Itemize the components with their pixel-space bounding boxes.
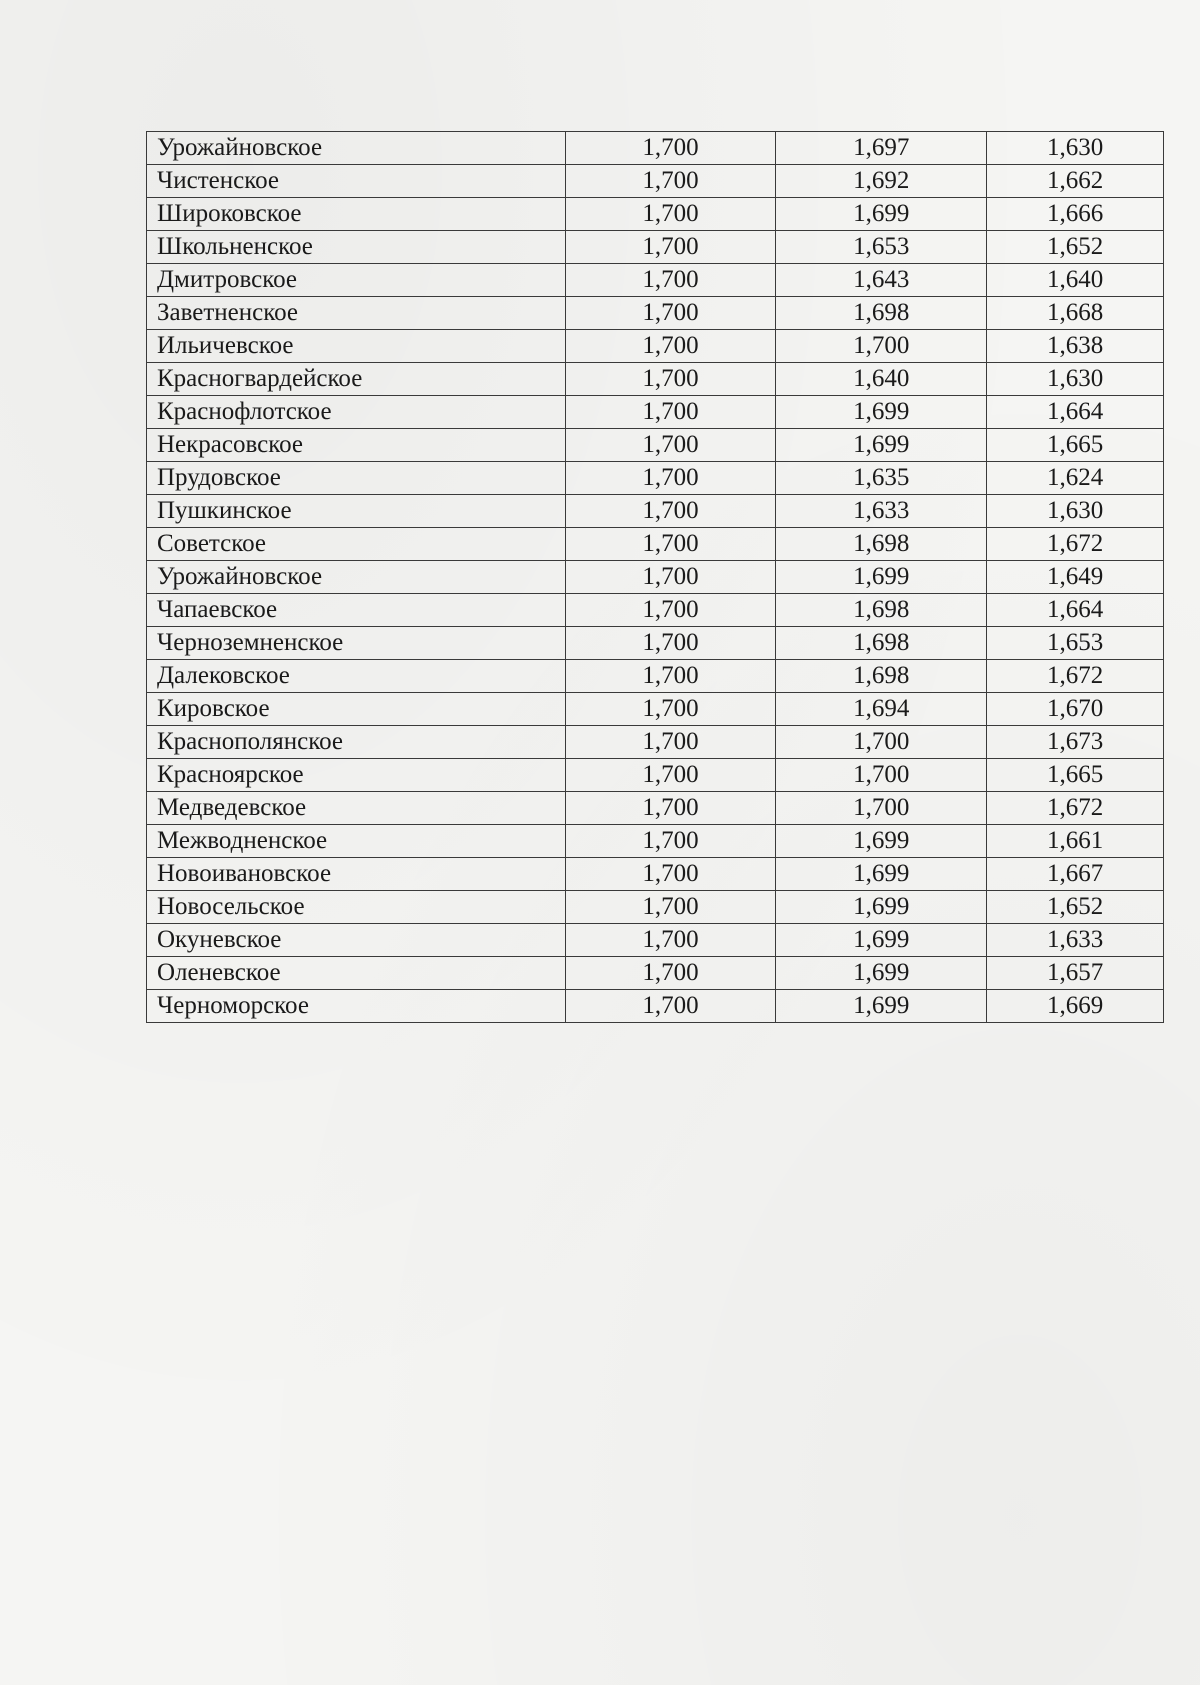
value-cell-3: 1,668	[987, 297, 1164, 330]
table-row	[147, 660, 1164, 693]
value-cell-2: 1,643	[776, 264, 987, 297]
settlement-name-cell: Новоивановское	[147, 858, 566, 891]
table-row	[147, 957, 1164, 990]
settlement-name-cell: Краснофлотское	[147, 396, 566, 429]
value-cell-3: 1,664	[987, 396, 1164, 429]
value-cell-2: 1,699	[776, 429, 987, 462]
table-row	[147, 627, 1164, 660]
value-cell-3: 1,662	[987, 165, 1164, 198]
value-cell-1: 1,700	[565, 726, 776, 759]
value-cell-1: 1,700	[565, 462, 776, 495]
value-cell-3: 1,669	[987, 990, 1164, 1023]
value-cell-1: 1,700	[565, 132, 776, 165]
settlement-name-cell: Окуневское	[147, 924, 566, 957]
value-cell-3: 1,630	[987, 495, 1164, 528]
data-table	[146, 131, 1164, 1023]
value-cell-1: 1,700	[565, 759, 776, 792]
value-cell-2: 1,653	[776, 231, 987, 264]
settlement-name-cell: Медведевское	[147, 792, 566, 825]
value-cell-3: 1,661	[987, 825, 1164, 858]
value-cell-3: 1,649	[987, 561, 1164, 594]
settlement-name-cell: Новосельское	[147, 891, 566, 924]
settlement-name-cell: Черноземненское	[147, 627, 566, 660]
table-row	[147, 561, 1164, 594]
settlement-name-cell: Ильичевское	[147, 330, 566, 363]
value-cell-2: 1,699	[776, 924, 987, 957]
settlement-name-cell: Чистенское	[147, 165, 566, 198]
value-cell-1: 1,700	[565, 330, 776, 363]
settlement-name-cell: Чапаевское	[147, 594, 566, 627]
settlement-name-cell: Красногвардейское	[147, 363, 566, 396]
value-cell-3: 1,665	[987, 759, 1164, 792]
table-row	[147, 363, 1164, 396]
table-row	[147, 264, 1164, 297]
value-cell-3: 1,633	[987, 924, 1164, 957]
value-cell-2: 1,699	[776, 858, 987, 891]
value-cell-1: 1,700	[565, 825, 776, 858]
table-row	[147, 759, 1164, 792]
table-row	[147, 198, 1164, 231]
value-cell-3: 1,657	[987, 957, 1164, 990]
value-cell-1: 1,700	[565, 924, 776, 957]
settlement-name-cell: Урожайновское	[147, 561, 566, 594]
table-row	[147, 396, 1164, 429]
value-cell-3: 1,630	[987, 363, 1164, 396]
value-cell-2: 1,698	[776, 660, 987, 693]
value-cell-1: 1,700	[565, 858, 776, 891]
settlement-name-cell: Дмитровское	[147, 264, 566, 297]
settlement-name-cell: Краснополянское	[147, 726, 566, 759]
table-row	[147, 297, 1164, 330]
value-cell-3: 1,638	[987, 330, 1164, 363]
value-cell-2: 1,635	[776, 462, 987, 495]
value-cell-2: 1,692	[776, 165, 987, 198]
value-cell-1: 1,700	[565, 891, 776, 924]
value-cell-3: 1,653	[987, 627, 1164, 660]
table-row	[147, 528, 1164, 561]
value-cell-2: 1,699	[776, 990, 987, 1023]
settlement-name-cell: Широковское	[147, 198, 566, 231]
table-row	[147, 891, 1164, 924]
value-cell-2: 1,700	[776, 330, 987, 363]
value-cell-1: 1,700	[565, 165, 776, 198]
table-row	[147, 165, 1164, 198]
value-cell-1: 1,700	[565, 396, 776, 429]
table-row	[147, 132, 1164, 165]
value-cell-2: 1,698	[776, 594, 987, 627]
value-cell-2: 1,699	[776, 396, 987, 429]
value-cell-1: 1,700	[565, 660, 776, 693]
value-cell-1: 1,700	[565, 231, 776, 264]
value-cell-2: 1,700	[776, 759, 987, 792]
value-cell-2: 1,700	[776, 792, 987, 825]
table-row	[147, 792, 1164, 825]
value-cell-1: 1,700	[565, 429, 776, 462]
table-row	[147, 990, 1164, 1023]
settlement-name-cell: Красноярское	[147, 759, 566, 792]
table-row	[147, 858, 1164, 891]
value-cell-1: 1,700	[565, 957, 776, 990]
value-cell-1: 1,700	[565, 198, 776, 231]
settlement-name-cell: Прудовское	[147, 462, 566, 495]
value-cell-3: 1,670	[987, 693, 1164, 726]
settlement-name-cell: Кировское	[147, 693, 566, 726]
value-cell-1: 1,700	[565, 297, 776, 330]
table-row	[147, 231, 1164, 264]
table-row	[147, 693, 1164, 726]
value-cell-2: 1,700	[776, 726, 987, 759]
settlement-name-cell: Урожайновское	[147, 132, 566, 165]
value-cell-1: 1,700	[565, 627, 776, 660]
settlement-name-cell: Межводненское	[147, 825, 566, 858]
value-cell-1: 1,700	[565, 528, 776, 561]
value-cell-1: 1,700	[565, 363, 776, 396]
value-cell-3: 1,665	[987, 429, 1164, 462]
value-cell-3: 1,652	[987, 891, 1164, 924]
settlement-name-cell: Некрасовское	[147, 429, 566, 462]
value-cell-3: 1,672	[987, 792, 1164, 825]
value-cell-2: 1,640	[776, 363, 987, 396]
settlement-name-cell: Заветненское	[147, 297, 566, 330]
value-cell-2: 1,697	[776, 132, 987, 165]
settlement-name-cell: Советское	[147, 528, 566, 561]
value-cell-3: 1,672	[987, 660, 1164, 693]
value-cell-2: 1,698	[776, 297, 987, 330]
value-cell-2: 1,633	[776, 495, 987, 528]
settlement-name-cell: Черноморское	[147, 990, 566, 1023]
value-cell-1: 1,700	[565, 495, 776, 528]
table-row	[147, 429, 1164, 462]
value-cell-2: 1,699	[776, 957, 987, 990]
table-row	[147, 825, 1164, 858]
table-body	[147, 132, 1164, 1023]
value-cell-3: 1,667	[987, 858, 1164, 891]
table-row	[147, 330, 1164, 363]
value-cell-1: 1,700	[565, 693, 776, 726]
settlement-name-cell: Оленевское	[147, 957, 566, 990]
value-cell-2: 1,698	[776, 627, 987, 660]
table-row	[147, 594, 1164, 627]
value-cell-2: 1,699	[776, 825, 987, 858]
value-cell-3: 1,640	[987, 264, 1164, 297]
value-cell-3: 1,672	[987, 528, 1164, 561]
value-cell-3: 1,652	[987, 231, 1164, 264]
table-row	[147, 726, 1164, 759]
value-cell-2: 1,699	[776, 198, 987, 231]
table-row	[147, 924, 1164, 957]
settlement-name-cell: Школьненское	[147, 231, 566, 264]
value-cell-1: 1,700	[565, 990, 776, 1023]
value-cell-3: 1,630	[987, 132, 1164, 165]
value-cell-1: 1,700	[565, 264, 776, 297]
value-cell-1: 1,700	[565, 792, 776, 825]
value-cell-2: 1,699	[776, 891, 987, 924]
value-cell-2: 1,698	[776, 528, 987, 561]
value-cell-1: 1,700	[565, 561, 776, 594]
table-row	[147, 462, 1164, 495]
value-cell-3: 1,673	[987, 726, 1164, 759]
table-row	[147, 495, 1164, 528]
settlement-name-cell: Далековское	[147, 660, 566, 693]
value-cell-3: 1,666	[987, 198, 1164, 231]
value-cell-2: 1,699	[776, 561, 987, 594]
value-cell-1: 1,700	[565, 594, 776, 627]
value-cell-3: 1,624	[987, 462, 1164, 495]
value-cell-3: 1,664	[987, 594, 1164, 627]
value-cell-2: 1,694	[776, 693, 987, 726]
settlement-name-cell: Пушкинское	[147, 495, 566, 528]
